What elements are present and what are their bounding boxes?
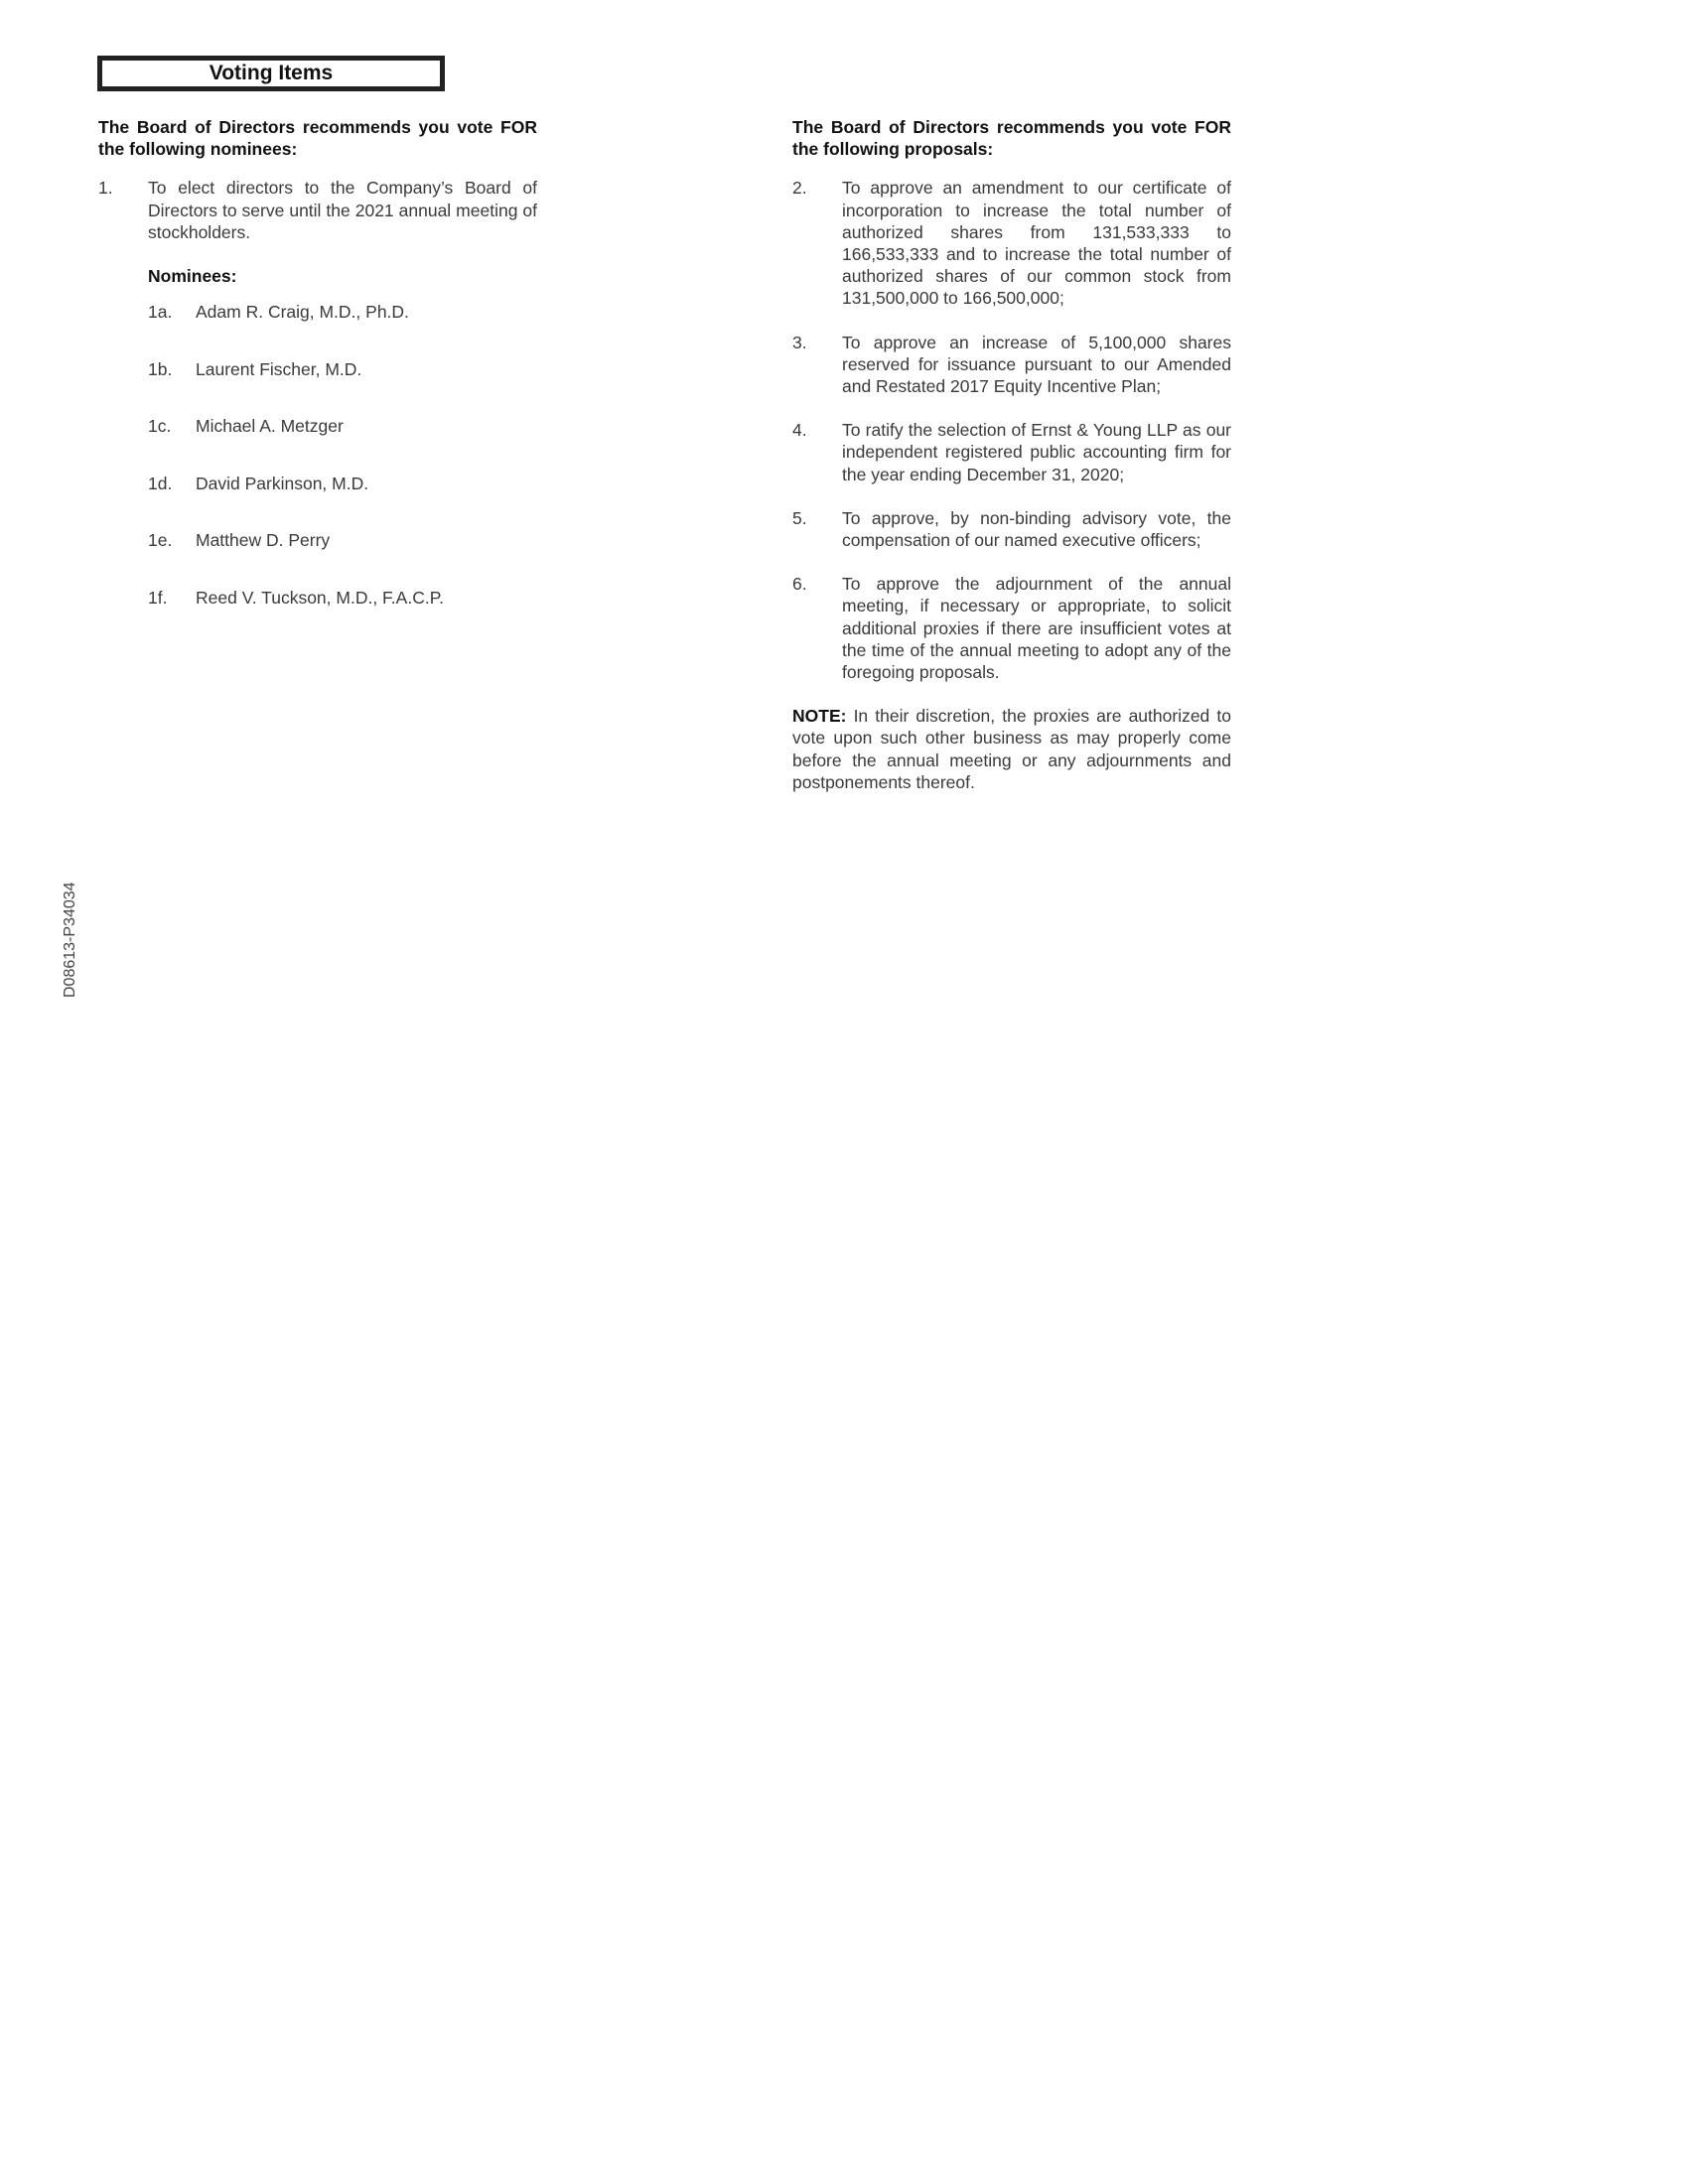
proposal-text: To elect directors to the Company’s Board of Directors to serve until the 2021 annual meeting of stockholders. bbox=[148, 178, 537, 242]
note-label: NOTE: bbox=[792, 706, 847, 727]
nominee-number: 1b. bbox=[148, 358, 173, 379]
nominee-1d bbox=[148, 473, 537, 530]
proposals-column bbox=[792, 116, 1231, 793]
nominee-name: Reed V. Tuckson, M.D., F.A.C.P. bbox=[196, 587, 444, 608]
proposal-text: To approve an amendment to our certificate of incorporation to increase the total number of authorized shares from 131,533,333 to 166,533,333 and to increase the total number of authorized shares of our common stock from 131,500,000 to 166,500,000; bbox=[842, 178, 1231, 309]
nominee-1c bbox=[148, 415, 537, 473]
nominee-1a bbox=[148, 301, 537, 358]
nominee-1f bbox=[148, 587, 537, 644]
proposal-5 bbox=[792, 507, 1231, 551]
proposal-number: 3. bbox=[792, 332, 807, 352]
proposal-number: 4. bbox=[792, 420, 807, 441]
document-code: D08613-P34034 bbox=[62, 882, 78, 998]
nominee-name: Matthew D. Perry bbox=[196, 530, 331, 551]
nominee-number: 1e. bbox=[148, 530, 173, 551]
voting-items-title: Voting Items bbox=[97, 56, 445, 91]
proposal-1 bbox=[98, 177, 537, 243]
proposal-3 bbox=[792, 332, 1231, 398]
nominee-number: 1f. bbox=[148, 587, 168, 608]
nominee-name: Michael A. Metzger bbox=[196, 416, 344, 437]
nominee-number: 1a. bbox=[148, 302, 173, 323]
proposals-heading: The Board of Directors recommends you vote FOR the following proposals: bbox=[792, 117, 1231, 160]
proposal-6 bbox=[792, 573, 1231, 683]
nominee-1b bbox=[148, 358, 537, 416]
nominees-label: Nominees: bbox=[148, 266, 237, 287]
nominees-column bbox=[98, 116, 537, 643]
proposal-number: 2. bbox=[792, 178, 807, 199]
proposal-text: To approve, by non-binding advisory vote, the compensation of our named executive officers; bbox=[842, 507, 1231, 551]
proposal-4 bbox=[792, 419, 1231, 485]
proposal-number: 5. bbox=[792, 507, 807, 528]
proposal-number: 6. bbox=[792, 574, 807, 595]
nominee-name: Adam R. Craig, M.D., Ph.D. bbox=[196, 302, 409, 323]
nominee-number: 1c. bbox=[148, 416, 172, 437]
note-paragraph bbox=[792, 705, 1231, 793]
nominee-name: David Parkinson, M.D. bbox=[196, 473, 369, 493]
nominee-number: 1d. bbox=[148, 473, 173, 493]
nominees-heading: The Board of Directors recommends you vote FOR the following nominees: bbox=[98, 117, 537, 160]
proposal-2 bbox=[792, 177, 1231, 309]
proposal-text: To approve an increase of 5,100,000 shares reserved for issuance pursuant to our Amended and Restated 2017 Equity Incentive Plan; bbox=[842, 332, 1231, 397]
proposal-number: 1. bbox=[98, 178, 113, 199]
nominee-1e bbox=[148, 529, 537, 587]
proposal-text: To approve the adjournment of the annual meeting, if necessary or appropriate, to solicit additional proxies if there are insufficient votes at the time of the annual meeting to adopt any of the foregoing proposals. bbox=[842, 574, 1231, 683]
proposal-text: To ratify the selection of Ernst & Young LLP as our independent registered public accounting firm for the year ending December 31, 2020; bbox=[842, 420, 1231, 484]
note-text: In their discretion, the proxies are authorized to vote upon such other business as may properly come before the annual meeting or any adjournments and postponements thereof. bbox=[792, 706, 1231, 792]
nominee-name: Laurent Fischer, M.D. bbox=[196, 358, 362, 379]
